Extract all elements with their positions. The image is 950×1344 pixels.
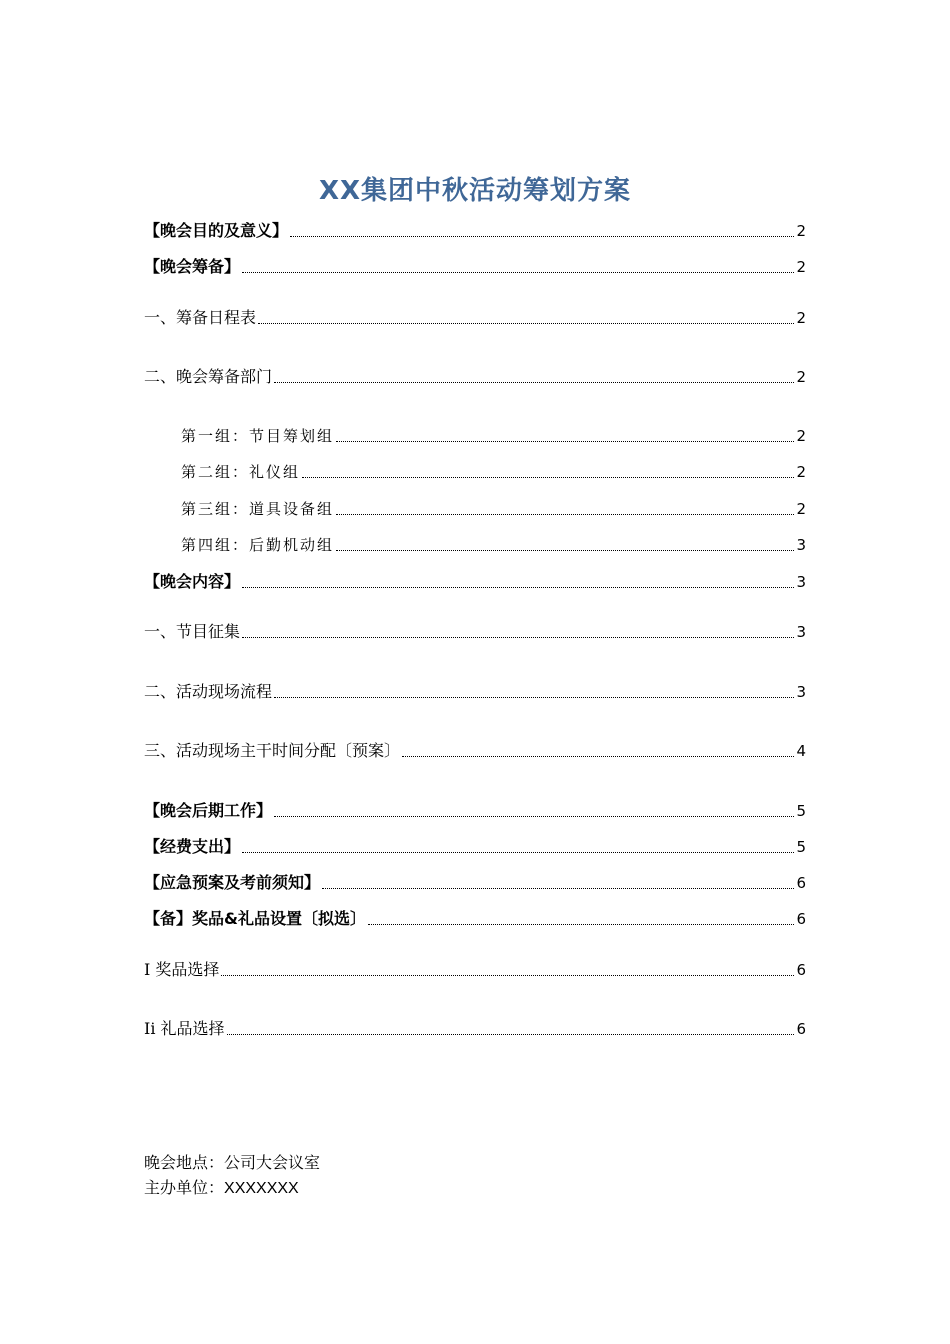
toc-dot-leader <box>242 637 794 638</box>
toc-dot-leader <box>290 236 794 237</box>
toc-entry[interactable] <box>181 533 806 557</box>
toc-dot-leader <box>274 382 794 383</box>
toc-entry[interactable] <box>144 570 806 594</box>
toc-entry-label: 二、活动现场流程 <box>144 682 273 701</box>
toc-entry[interactable] <box>144 255 806 279</box>
toc-entry-label: 【晚会筹备】 <box>144 257 241 276</box>
toc-entry-label: 【晚会目的及意义】 <box>144 221 289 240</box>
toc-dot-leader <box>336 441 794 442</box>
toc-page-number: 2 <box>796 309 806 327</box>
toc-entry-label: 第一组：节目筹划组 <box>181 427 335 445</box>
toc-entry[interactable] <box>181 460 806 484</box>
toc-entry[interactable] <box>181 424 806 448</box>
toc-page-number: 3 <box>796 536 806 554</box>
organizer-value: XXXXXXX <box>224 1180 299 1197</box>
toc-page-number: 4 <box>796 742 806 760</box>
toc-page-number: 3 <box>796 573 806 591</box>
toc-entry[interactable] <box>144 620 806 644</box>
toc-page-number: 2 <box>796 463 806 481</box>
toc-page-number: 6 <box>796 961 806 979</box>
toc-dot-leader <box>242 587 794 588</box>
toc-entry[interactable] <box>144 799 806 823</box>
toc-entry-label: 第三组：道具设备组 <box>181 500 335 518</box>
toc-entry-label: 第四组：后勤机动组 <box>181 536 335 554</box>
toc-dot-leader <box>258 323 794 324</box>
toc-entry-label: 一、节目征集 <box>144 622 241 641</box>
toc-entry[interactable] <box>144 1017 806 1041</box>
toc-page-number: 2 <box>796 222 806 240</box>
toc-page-number: 5 <box>796 802 806 820</box>
toc-page-number: 2 <box>796 368 806 386</box>
toc-entry[interactable] <box>144 958 806 982</box>
toc-page-number: 6 <box>796 910 806 928</box>
toc-dot-leader <box>274 697 794 698</box>
toc-entry[interactable] <box>144 907 806 931</box>
toc-page-number: 2 <box>796 258 806 276</box>
toc-page-number: 3 <box>796 683 806 701</box>
toc-dot-leader <box>402 756 794 757</box>
toc-entry[interactable] <box>144 739 806 763</box>
toc-dot-leader <box>242 272 794 273</box>
toc-dot-leader <box>336 550 794 551</box>
toc-entry-label: 【晚会后期工作】 <box>144 801 273 820</box>
toc-entry-label: I 奖品选择 <box>144 960 220 979</box>
toc-dot-leader <box>302 477 794 478</box>
toc-page-number: 6 <box>796 874 806 892</box>
toc-entry-label: 【经费支出】 <box>144 837 241 856</box>
toc-dot-leader <box>227 1034 794 1035</box>
toc-entry-label: 第二组：礼仪组 <box>181 463 301 481</box>
toc-page-number: 5 <box>796 838 806 856</box>
toc-dot-leader <box>274 816 794 817</box>
toc-entry[interactable] <box>144 219 806 243</box>
toc-entry-label: 三、活动现场主干时间分配〔预案〕 <box>144 741 401 760</box>
toc-dot-leader <box>221 975 794 976</box>
toc-entry-label: 一、筹备日程表 <box>144 308 257 327</box>
toc-entry-label: 【备】奖品&礼品设置〔拟选〕 <box>144 909 366 928</box>
toc-entry[interactable] <box>144 306 806 330</box>
venue-value: 公司大会议室 <box>224 1153 321 1172</box>
venue-label: 晚会地点： <box>144 1153 225 1172</box>
document-title: XX集团中秋活动筹划方案 <box>318 176 632 206</box>
toc-entry[interactable] <box>144 365 806 389</box>
toc-entry[interactable] <box>144 680 806 704</box>
toc-dot-leader <box>336 514 794 515</box>
toc-page-number: 2 <box>796 500 806 518</box>
organizer-line <box>144 1177 299 1200</box>
toc-dot-leader <box>242 852 794 853</box>
toc-dot-leader <box>368 924 794 925</box>
toc-dot-leader <box>322 888 794 889</box>
toc-page-number: 3 <box>796 623 806 641</box>
toc-entry-label: Ii 礼品选择 <box>144 1019 225 1038</box>
toc-entry[interactable] <box>181 497 806 521</box>
toc-entry[interactable] <box>144 835 806 859</box>
toc-entry[interactable] <box>144 871 806 895</box>
venue-line <box>144 1152 320 1174</box>
organizer-label: 主办单位： <box>144 1178 225 1197</box>
toc-entry-label: 【应急预案及考前须知】 <box>144 873 321 892</box>
toc-page-number: 2 <box>796 427 806 445</box>
toc-page-number: 6 <box>796 1020 806 1038</box>
toc-entry-label: 二、晚会筹备部门 <box>144 367 273 386</box>
toc-entry-label: 【晚会内容】 <box>144 572 241 591</box>
